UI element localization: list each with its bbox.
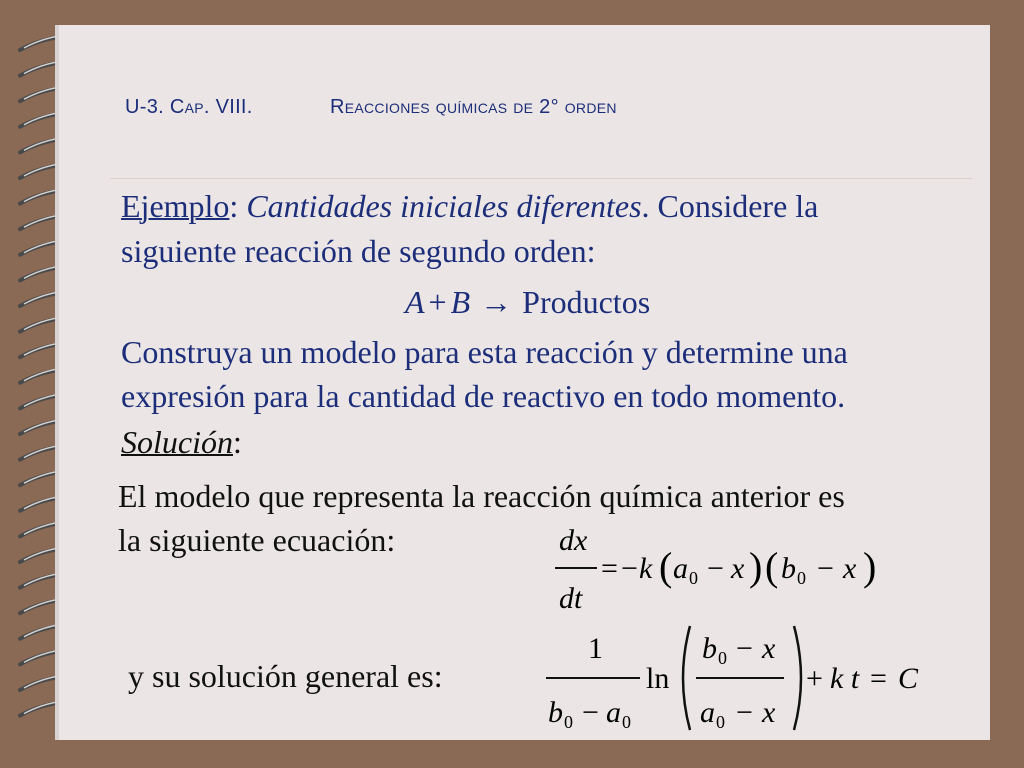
svg-text:−: − [736,632,753,665]
eq2-numerator-one: 1 [588,632,603,665]
differential-equation [545,524,905,620]
svg-text:x: x [731,552,745,585]
example-subtitle: Cantidades iniciales diferentes [246,188,642,224]
model-line-1: El modelo que representa la reacción química anterior es [118,478,845,514]
svg-text:=: = [601,552,618,585]
slide-header [125,96,617,119]
eq2-left-paren [683,626,690,730]
eq1-denominator: dt [559,582,583,615]
svg-text:0: 0 [716,712,725,732]
ln-operator: ln [646,662,670,695]
task-line-2: expresión para la cantidad de reactivo en todo momento. [121,378,846,414]
solution-heading: Solución: [121,424,242,460]
svg-text:=: = [870,662,887,695]
eq1-numerator: dx [559,524,588,557]
svg-text:a: a [700,696,715,729]
svg-text:(: ( [765,544,779,589]
model-line-2: la siguiente ecuación: [118,522,396,558]
svg-text:x: x [762,632,776,665]
svg-text:k t: k t [830,662,860,695]
svg-text:k: k [639,552,653,585]
chapter-code: U-3. Cap. VIII. [125,96,253,118]
reaction-equation: A + B → Productos [405,284,651,320]
svg-text:0: 0 [718,648,727,668]
svg-text:a: a [606,696,621,729]
svg-text:b: b [548,696,563,729]
svg-text:−: − [736,696,753,729]
svg-text:0: 0 [797,568,806,588]
svg-text:−: − [817,552,834,585]
svg-text:): ) [749,544,763,589]
svg-text:x: x [762,696,776,729]
svg-text:b: b [702,632,717,665]
svg-text:0: 0 [622,712,631,732]
svg-text:−: − [707,552,724,585]
example-line-1: Ejemplo: Cantidades iniciales diferentes. Considere la [121,188,819,224]
svg-text:0: 0 [689,568,698,588]
slide-title: Reacciones químicas de 2° orden [330,96,617,118]
svg-text:): ) [863,544,877,589]
example-label: Ejemplo [121,188,230,224]
svg-text:0: 0 [564,712,573,732]
svg-text:C: C [898,662,919,695]
svg-text:(: ( [659,544,673,589]
example-line-2: siguiente reacción de segundo orden: [121,233,596,269]
general-solution-label: y su solución general es: [128,658,443,694]
svg-text:+: + [806,662,823,695]
task-line-1: Construya un modelo para esta reacción y determine una [121,334,848,370]
general-solution-equation [540,618,940,736]
header-divider [110,178,972,179]
svg-text:b: b [781,552,796,585]
svg-text:x: x [843,552,857,585]
eq2-right-paren [794,626,801,730]
svg-text:−: − [621,552,638,585]
svg-text:−: − [582,696,599,729]
svg-text:a: a [673,552,688,585]
